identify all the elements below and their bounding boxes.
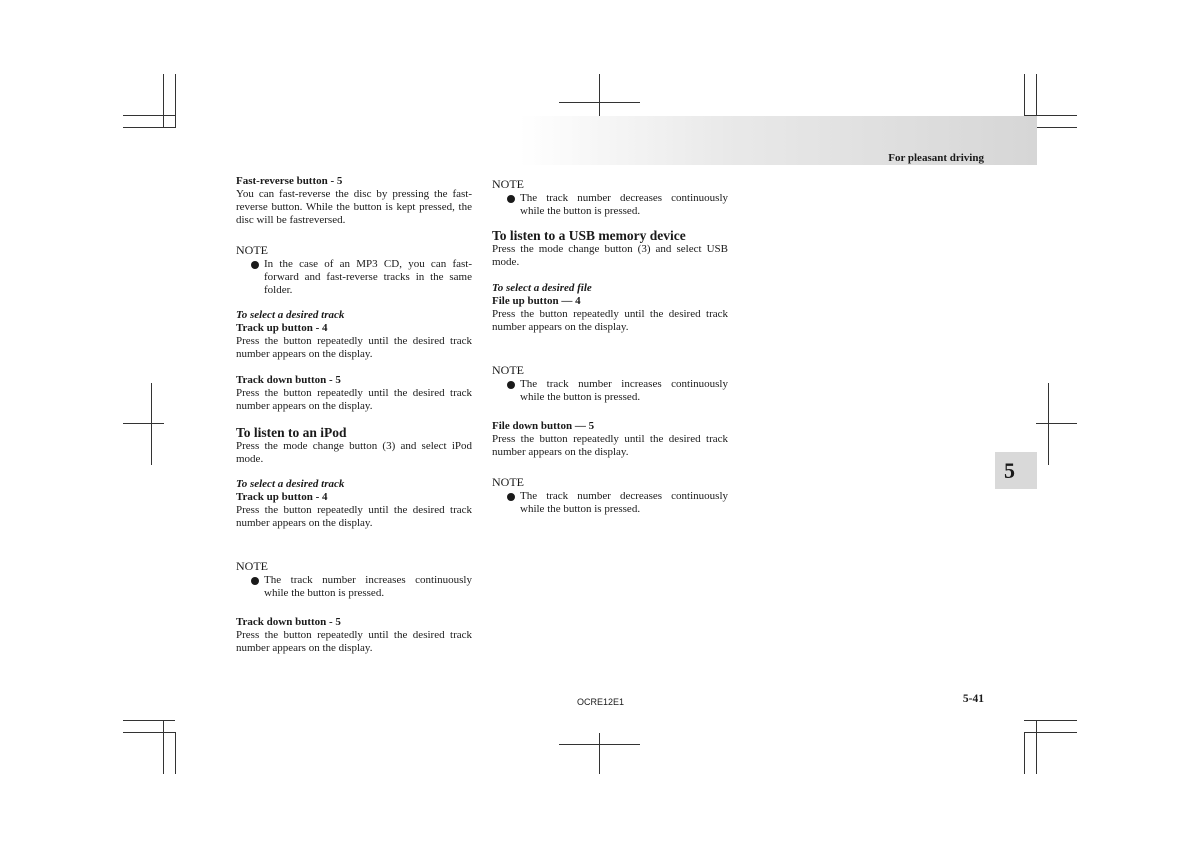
- bullet-icon: [251, 577, 259, 585]
- select-track-section: [236, 309, 472, 361]
- ipod-heading: To listen to an iPod: [236, 425, 347, 440]
- crop-mark: [559, 744, 640, 745]
- track-down-section: [236, 374, 472, 413]
- note-title: NOTE: [236, 559, 268, 573]
- note-block: [236, 559, 472, 600]
- ipod-track-up-text: Press the button repeatedly until the desired track number appears on the display.: [236, 504, 472, 529]
- section-title: For pleasant driving: [888, 152, 984, 164]
- fast-reverse-title: Fast-reverse button - 5: [236, 175, 343, 187]
- bullet-icon: [507, 195, 515, 203]
- chapter-number: 5: [1004, 458, 1015, 483]
- crop-mark: [123, 423, 164, 424]
- note-title: NOTE: [236, 243, 268, 257]
- crop-mark: [599, 74, 600, 116]
- note-bullet-text: The track number increases continuously while the button is pressed.: [520, 378, 728, 403]
- note-bullet: [492, 192, 728, 218]
- crop-mark: [123, 720, 175, 721]
- crop-mark: [1036, 720, 1037, 774]
- note-block: [236, 243, 472, 297]
- page-number: 5-41: [962, 693, 984, 705]
- ipod-select-track-title: To select a desired track: [236, 478, 345, 490]
- select-track-title: To select a desired track: [236, 309, 345, 321]
- usb-text: Press the mode change button (3) and select USB mode.: [492, 243, 728, 268]
- crop-mark: [1024, 732, 1077, 733]
- ipod-text: Press the mode change button (3) and select iPod mode.: [236, 440, 472, 465]
- ipod-section: [236, 425, 472, 466]
- file-up-text: Press the button repeatedly until the desired track number appears on the display.: [492, 308, 728, 333]
- ipod-track-down-title: Track down button - 5: [236, 616, 341, 628]
- file-down-title: File down button — 5: [492, 420, 595, 432]
- note-block: [492, 177, 728, 218]
- bullet-icon: [507, 381, 515, 389]
- crop-mark: [123, 115, 175, 116]
- select-file-title: To select a desired file: [492, 282, 592, 294]
- crop-mark: [1024, 720, 1077, 721]
- track-down-title: Track down button - 5: [236, 374, 341, 386]
- document-code: OCRE12E1: [577, 697, 625, 707]
- crop-mark: [163, 720, 164, 774]
- fast-reverse-section: [236, 175, 472, 227]
- file-down-text: Press the button repeatedly until the desired track number appears on the display.: [492, 433, 728, 458]
- crop-mark: [559, 102, 640, 103]
- crop-mark: [1024, 732, 1025, 774]
- note-bullet-text: The track number decreases continuously while the button is pressed.: [520, 192, 728, 217]
- fast-reverse-text: You can fast-reverse the disc by pressing the fast-reverse button. While the button is kept pressed, the disc will be fastreversed.: [236, 188, 472, 226]
- note-bullet: [492, 490, 728, 516]
- note-bullet-text: In the case of an MP3 CD, you can fast-forward and fast-reverse tracks in the same folder.: [264, 258, 472, 296]
- note-bullet-text: The track number increases continuously while the button is pressed.: [264, 574, 472, 599]
- track-down-text: Press the button repeatedly until the desired track number appears on the display.: [236, 387, 472, 412]
- note-title: NOTE: [492, 475, 524, 489]
- usb-heading: To listen to a USB memory device: [492, 228, 686, 243]
- note-bullet-text: The track number decreases continuously while the button is pressed.: [520, 490, 728, 515]
- note-block: [492, 363, 728, 404]
- bullet-icon: [251, 261, 259, 269]
- crop-mark: [1048, 383, 1049, 465]
- crop-mark: [599, 733, 600, 774]
- ipod-track-down-text: Press the button repeatedly until the desired track number appears on the display.: [236, 629, 472, 654]
- crop-mark: [123, 732, 175, 733]
- note-bullet: [236, 574, 472, 600]
- track-up-title: Track up button - 4: [236, 322, 328, 334]
- crop-mark: [1036, 423, 1077, 424]
- note-title: NOTE: [492, 177, 524, 191]
- note-title: NOTE: [492, 363, 524, 377]
- crop-mark: [123, 127, 175, 128]
- crop-mark: [163, 74, 164, 128]
- select-file-section: [492, 282, 728, 334]
- note-block: [492, 475, 728, 516]
- bullet-icon: [507, 493, 515, 501]
- crop-mark: [151, 383, 152, 465]
- note-bullet: [492, 378, 728, 404]
- usb-section: [492, 228, 728, 269]
- ipod-track-down-section: [236, 616, 472, 655]
- crop-mark: [175, 74, 176, 128]
- chapter-tab: [995, 452, 1037, 489]
- track-up-text: Press the button repeatedly until the desired track number appears on the display.: [236, 335, 472, 360]
- crop-mark: [175, 732, 176, 774]
- ipod-select-track-section: [236, 478, 472, 530]
- note-bullet: [236, 258, 472, 297]
- file-down-section: [492, 420, 728, 459]
- ipod-track-up-title: Track up button - 4: [236, 491, 328, 503]
- file-up-title: File up button — 4: [492, 295, 581, 307]
